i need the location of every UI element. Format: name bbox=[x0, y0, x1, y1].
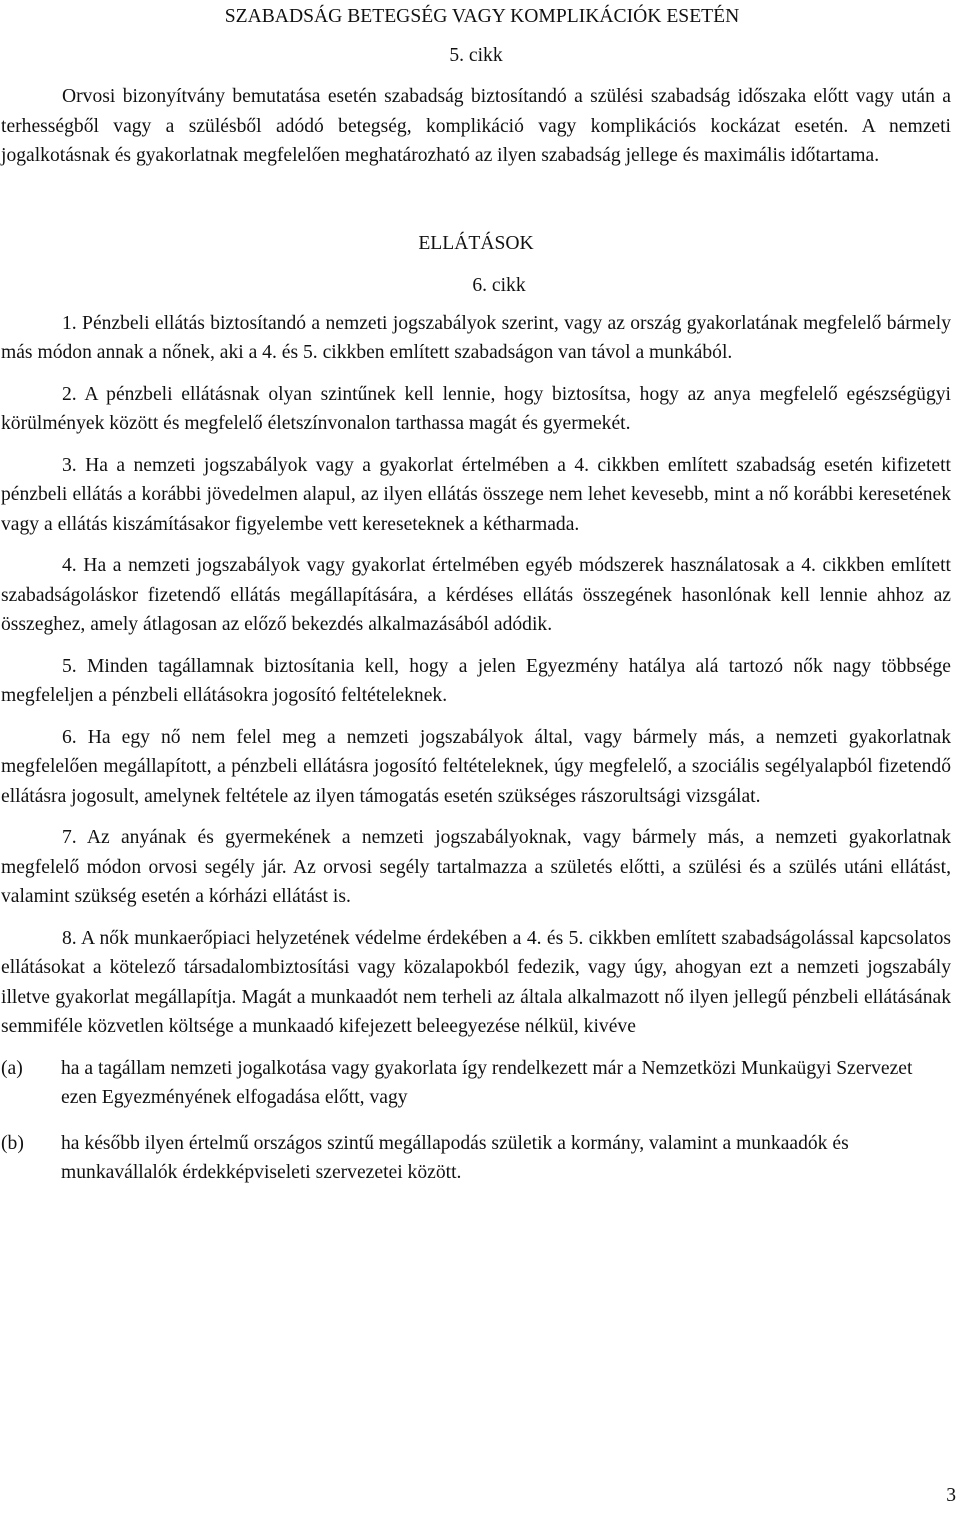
section-title-benefits: ELLÁTÁSOK bbox=[418, 232, 534, 254]
article-heading-5: 5. cikk bbox=[449, 44, 503, 66]
paragraph-5: 5. Minden tagállamnak biztosítania kell, hogy a jelen Egyezmény hatálya alá tartozó nők nagy többsége megfeleljen a pénzbeli ellátásokra jogosító feltételeknek. bbox=[1, 655, 951, 706]
paragraph-4: 4. Ha a nemzeti jogszabályok vagy gyakorlat értelmében egyéb módszerek használatosak a 4. cikkben említett szabadságoláskor fizetendő ellátás megállapítására, a kérdéses ellátás összegének hasonlónak kell lennie ahhoz az összeghez, amely átlagosan az előző bekezdés alkalmazásából adódik. bbox=[1, 555, 951, 635]
paragraph-2: 2. A pénzbeli ellátásnak olyan szintűnek kell lennie, hogy biztosítsa, hogy az anya megfelelő egészségügyi körülmények között és megfelelő életszínvonalon tarthassa magát és gyermekét. bbox=[1, 383, 951, 434]
list-marker-a: (a) bbox=[1, 1057, 23, 1079]
list-marker-b: (b) bbox=[1, 1132, 24, 1154]
list-item-b bbox=[1, 1129, 951, 1188]
article-heading-6: 6. cikk bbox=[472, 275, 526, 296]
page-number: 3 bbox=[946, 1484, 956, 1506]
paragraph-8: 8. A nők munkaerőpiaci helyzetének védelme érdekében a 4. és 5. cikkben említett szabadságolással kapcsolatos ellátásokat a kötelező társadalombiztosítási vagy közalapokból fedezik, vagy úgy, ahogyan ezt a nemzeti jogszabály illetve gyakorlat megállapítja. Magát a munkaadót nem terheli az általa alkalmazott nő ilyen jellegű pénzbeli ellátásának semmiféle közvetlen költsége a munkaadó kifejezett beleegyezése nélkül, kivéve bbox=[1, 927, 951, 1037]
paragraph-6: 6. Ha egy nő nem felel meg a nemzeti jogszabályok által, vagy bármely más, a nemzeti gyakorlatnak megfelelően megállapított, a pénzbeli ellátásra jogosító feltételeknek, úgy megfelelő, a szociális segélyalapból fizetendő ellátásra jogosult, amelynek feltétele az ilyen támogatás esetén szükséges rászorultsági vizsgálat. bbox=[1, 726, 951, 807]
list-text-b: ha később ilyen értelmű országos szintű megállapodás születik a kormány, valamint a munkaadók és munkavállalók érdekképviseleti szervezetei között. bbox=[61, 1132, 849, 1183]
paragraph-7: 7. Az anyának és gyermekének a nemzeti jogszabályoknak, vagy bármely más, a nemzeti gyakorlatnak megfelelő módon orvosi segély jár. Az orvosi segély tartalmazza a születés előtti, a szülési és a szülés utáni ellátást, valamint szükség esetén a kórházi ellátást is. bbox=[1, 827, 951, 907]
paragraph-1: 1. Pénzbeli ellátás biztosítandó a nemzeti jogszabályok szerint, vagy az ország gyakorlatának megfelelő bármely más módon annak a nőnek, aki a 4. és 5. cikkben említett szabadságon van távol a munkából. bbox=[1, 312, 951, 363]
document-content bbox=[1, 0, 951, 1188]
list-text-a: ha a tagállam nemzeti jogalkotása vagy gyakorlata így rendelkezett már a Nemzetközi Munkaügyi Szervezet ezen Egyezményének elfogadása előtt, vagy bbox=[61, 1057, 913, 1108]
paragraph-3: 3. Ha a nemzeti jogszabályok vagy a gyakorlat értelmében a 4. cikkben említett szabadság esetén kifizetett pénzbeli ellátás a korábbi jövedelmen alapul, az ilyen ellátás összege nem lehet kevesebb, mint a nő korábbi keresetének vagy a ellátás kiszámításakor figyelembe vett kereseteknek a kétharmada. bbox=[1, 454, 951, 535]
list-item-a bbox=[1, 1054, 951, 1113]
article-5-paragraph: Orvosi bizonyítvány bemutatása esetén szabadság biztosítandó a szülési szabadság időszaka előtt vagy után a terhességből vagy a szülésből adódó betegség, komplikáció vagy komplikációs kockázat esetén. A nemzeti jogalkotásnak és gyakorlatnak megfelelően meghatározható az ilyen szabadság jellege és maximális időtartama. bbox=[1, 86, 951, 166]
section-title-leave: SZABADSÁG BETEGSÉG VAGY KOMPLIKÁCIÓK ESETÉN bbox=[224, 6, 740, 27]
